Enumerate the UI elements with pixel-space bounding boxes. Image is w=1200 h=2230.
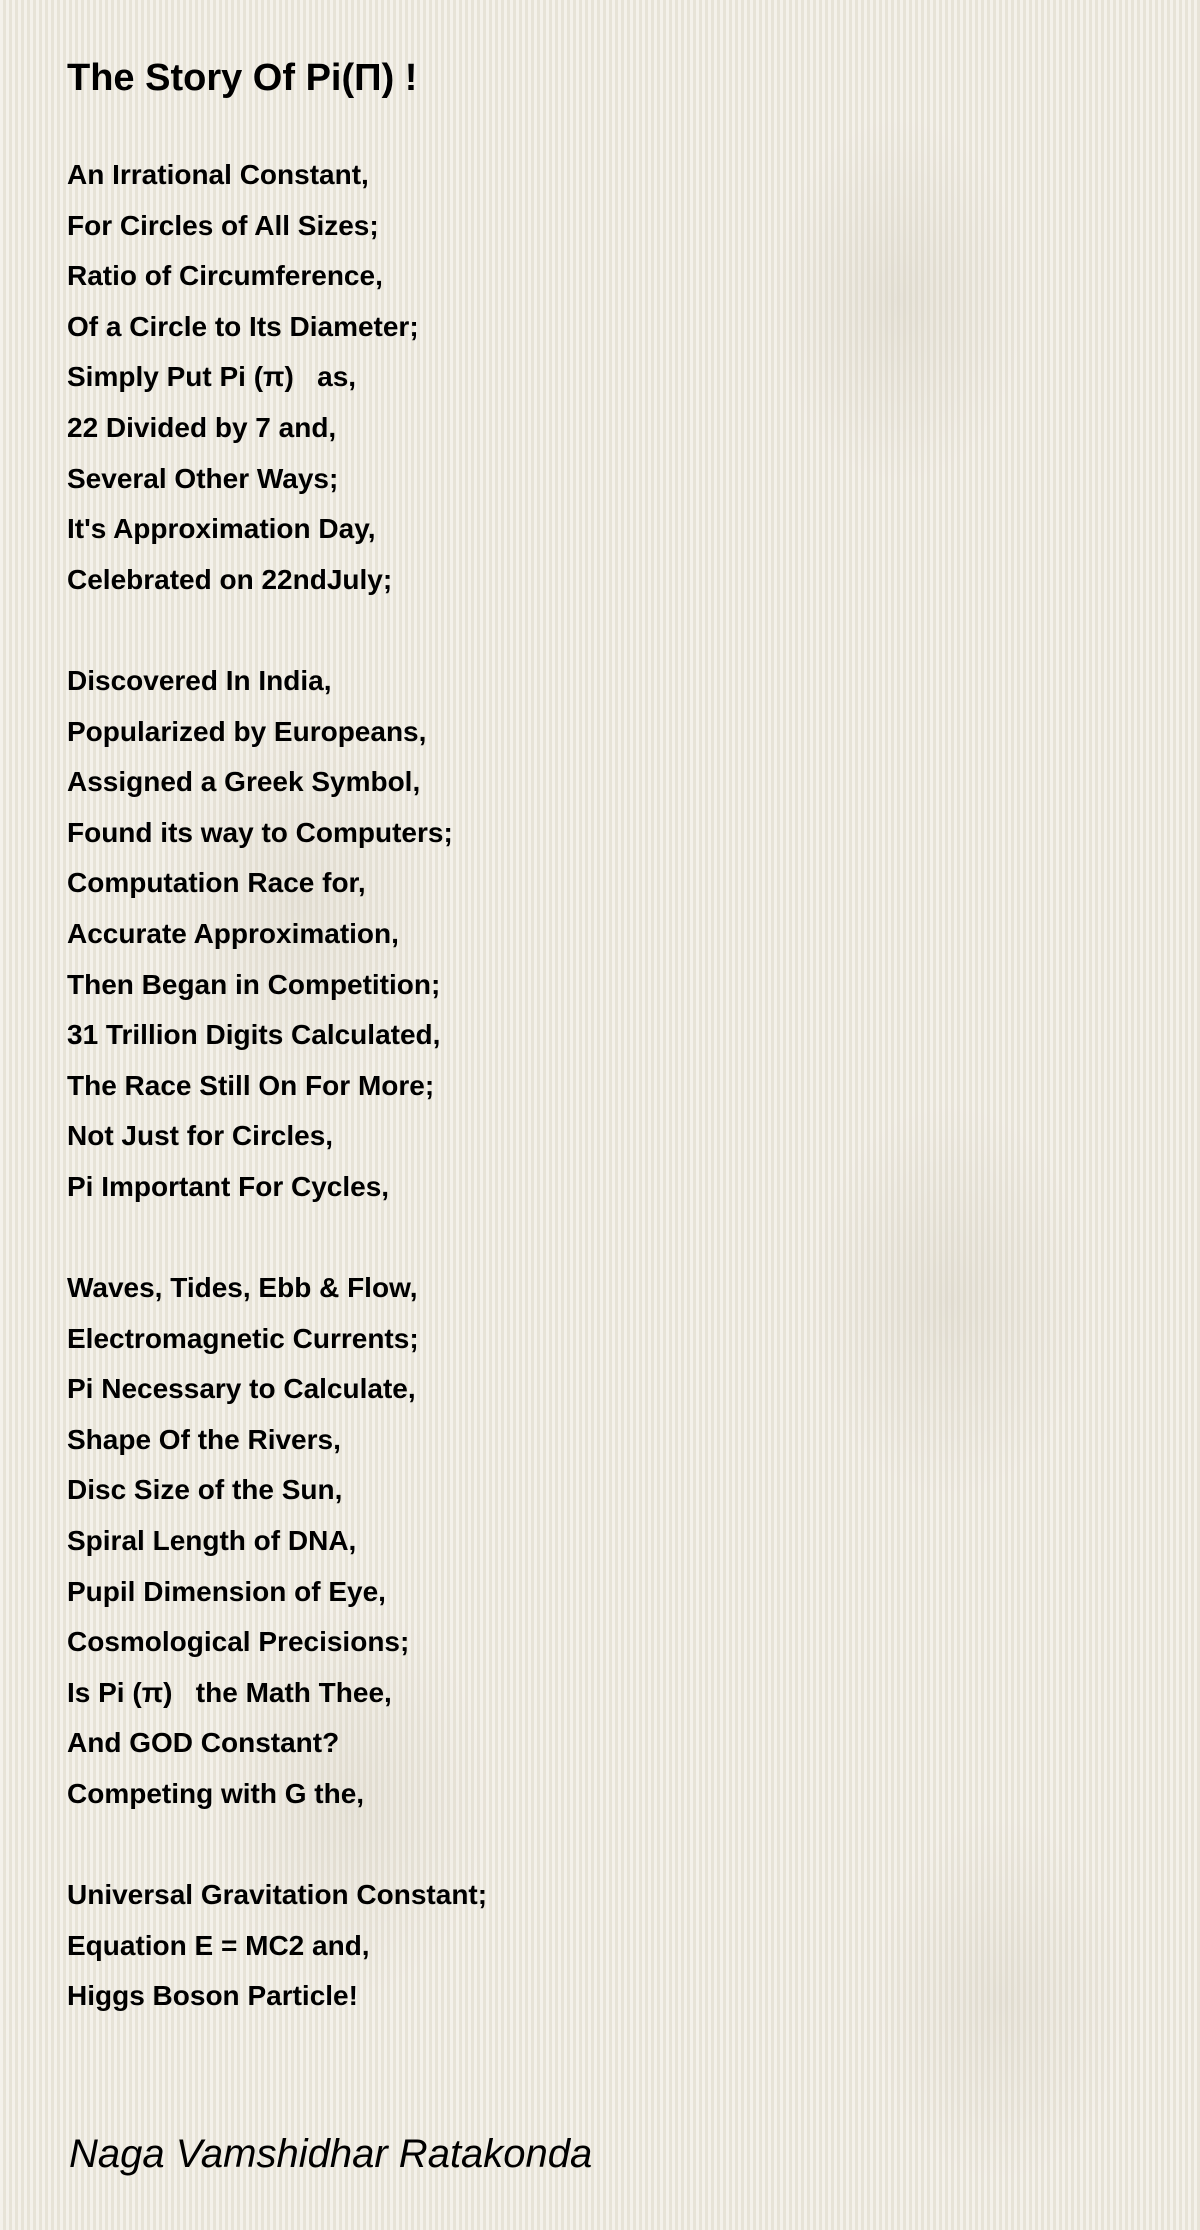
- poem-line: Discovered In India,: [67, 664, 332, 696]
- poem-line: The Race Still On For More;: [67, 1069, 435, 1101]
- poem-line: Pi Important For Cycles,: [67, 1170, 390, 1202]
- poem-line: 31 Trillion Digits Calculated,: [67, 1019, 441, 1051]
- poem-line: Several Other Ways;: [67, 462, 339, 494]
- poem-line: Spiral Length of DNA,: [67, 1525, 357, 1557]
- poem-line: Equation E = MC2 and,: [67, 1929, 370, 1961]
- poem-line: Disc Size of the Sun,: [67, 1474, 343, 1506]
- poem-line: Celebrated on 22ndJuly;: [67, 563, 393, 595]
- poem-line: Popularized by Europeans,: [67, 715, 427, 747]
- poem-title: The Story Of Pi(Π) !: [67, 57, 418, 99]
- poem-line: Pi Necessary to Calculate,: [67, 1373, 416, 1405]
- poem-line: Accurate Approximation,: [67, 917, 399, 949]
- poem-line: Competing with G the,: [67, 1778, 365, 1809]
- poem-line: Computation Race for,: [67, 867, 366, 899]
- poem-line: And GOD Constant?: [67, 1727, 340, 1759]
- poem-line: Higgs Boson Particle!: [67, 1980, 358, 2012]
- poem-line: Simply Put Pi (π) as,: [67, 361, 357, 393]
- poem-line: Electromagnetic Currents;: [67, 1322, 419, 1354]
- poem-line: Pupil Dimension of Eye,: [67, 1575, 386, 1607]
- poem-line: Ratio of Circumference,: [67, 260, 383, 292]
- poem-line: Then Began in Competition;: [67, 968, 441, 1000]
- poem-line: 22 Divided by 7 and,: [67, 411, 337, 443]
- poem-line: Waves, Tides, Ebb & Flow,: [67, 1272, 418, 1304]
- poem-stanza: [67, 1263, 487, 1820]
- poem-line: Cosmological Precisions;: [67, 1626, 410, 1658]
- poem-line: Universal Gravitation Constant;: [67, 1879, 488, 1911]
- poem-line: An Irrational Constant,: [67, 159, 369, 190]
- poem-line: Of a Circle to Its Diameter;: [67, 310, 419, 342]
- poem-line: Assigned a Greek Symbol,: [67, 766, 421, 798]
- poem-line: Shape Of the Rivers,: [67, 1423, 341, 1455]
- poem-line: Is Pi (π) the Math Thee,: [67, 1676, 392, 1708]
- poem-body: [67, 150, 487, 2022]
- poem-line: Not Just for Circles,: [67, 1120, 334, 1152]
- poem-line: For Circles of All Sizes;: [67, 209, 379, 241]
- poem-author: Naga Vamshidhar Ratakonda: [69, 2132, 593, 2176]
- poem-line: Found its way to Computers;: [67, 816, 453, 848]
- poem-stanza: [67, 150, 487, 605]
- poem-line: It's Approximation Day,: [67, 513, 376, 545]
- poem-stanza: [67, 1870, 487, 2022]
- poem-stanza: [67, 656, 487, 1213]
